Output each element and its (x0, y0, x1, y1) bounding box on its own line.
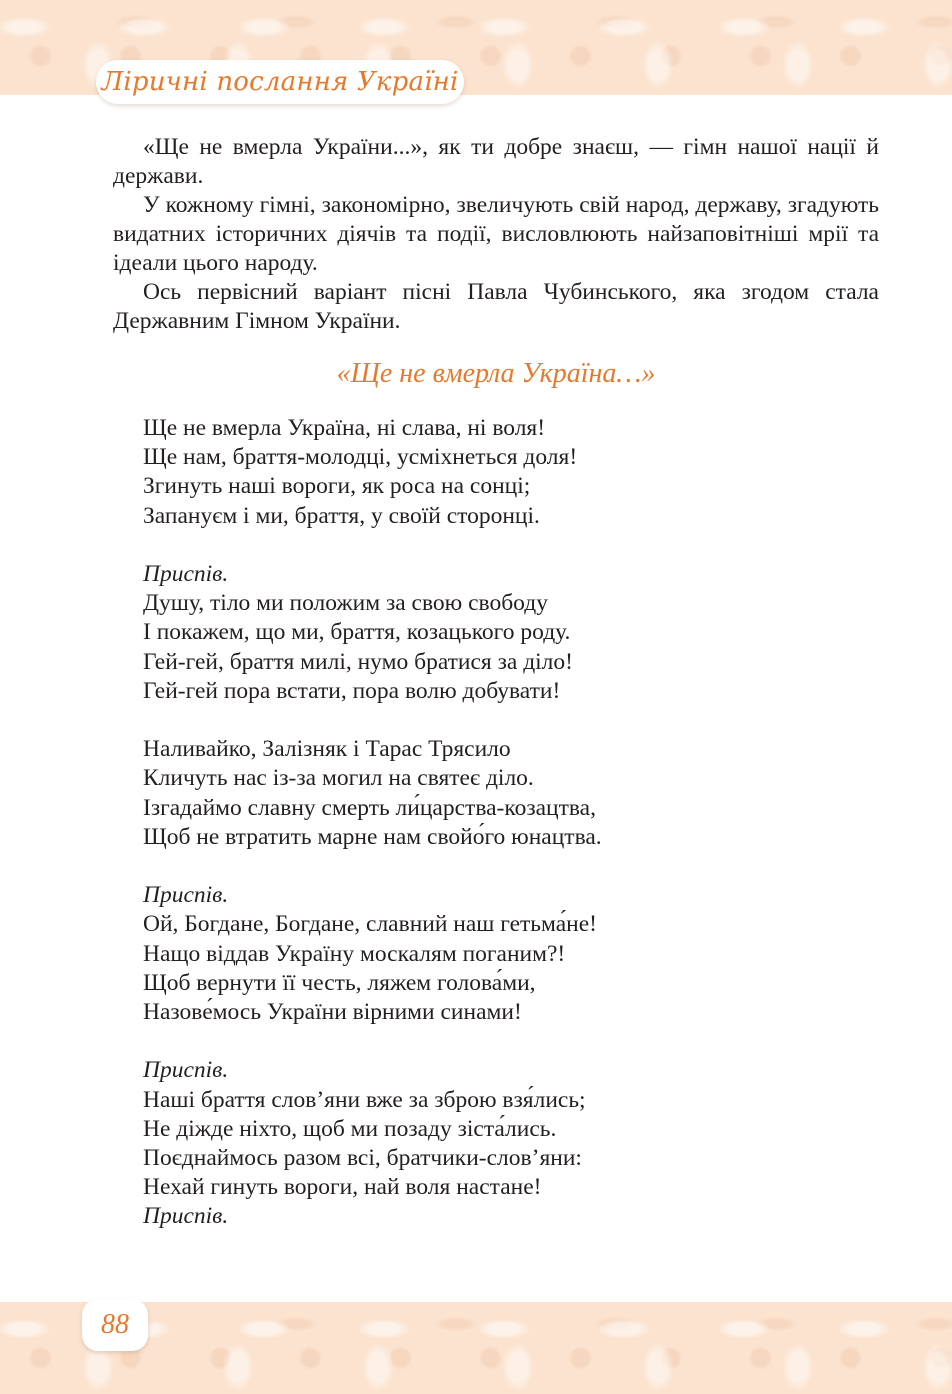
stanza-2 (143, 560, 883, 706)
closing-refrain-label: Приспів. (143, 1203, 229, 1230)
poem-line: Кличуть нас із-за могил на святеє діло. (143, 765, 534, 792)
intro-paragraph: Ось первісний варіант пісні Павла Чубинського, яка згодом стала Державним Гімном України. (113, 279, 879, 334)
refrain-label: Приспів. (143, 561, 229, 587)
refrain-label: Приспів. (143, 1057, 229, 1084)
poem-line: Ізгадаймо славну смерть ли́царства-козацтва, (143, 794, 596, 821)
poem-line: Ой, Богдане, Богдане, славний наш гетьма́не! (143, 911, 597, 938)
stanza-5 (143, 1056, 883, 1231)
stanza-1 (143, 414, 883, 531)
poem-line: Щоб вернути її честь, ляжем голова́ми, (143, 969, 536, 996)
stanza-4 (143, 881, 883, 1027)
poem-line: Гей-гей пора встати, пора волю добувати! (143, 677, 561, 704)
poem-line: Нащо віддав Україну москалям поганим?! (143, 940, 566, 967)
poem-line: Душу, тіло ми положим за свою свободу (143, 590, 548, 617)
poem-line: Ще нам, браття-молодці, усміхнеться доля! (143, 444, 578, 471)
poem-line: Щоб не втратить марне нам свойо́го юнацтва. (143, 823, 602, 850)
poem-body (143, 414, 883, 1232)
page-number: 88 (101, 1309, 129, 1340)
poem-line: Нехай гинуть вороги, най воля настане! (143, 1174, 542, 1201)
poem-line: Наші браття слов’яни вже за зброю взя́лись; (143, 1086, 586, 1113)
page-number-badge (82, 1299, 148, 1351)
poem-line: Ще не вмерла Україна, ні слава, ні воля! (143, 415, 546, 441)
refrain-label: Приспів. (143, 882, 229, 909)
poem-line: Запануєм і ми, браття, у своїй сторонці. (143, 502, 540, 529)
poem-line: Поєднаймось разом всі, братчики-слов’яни: (143, 1145, 582, 1172)
section-header-tab (96, 60, 464, 104)
poem-title: «Ще не вмерла Україна…» (336, 358, 656, 389)
intro-paragraph: У кожному гімні, закономірно, звеличують свій народ, державу, згадують видатних історичних діячів та події, висловлюють найзаповітніші мрії та ідеали цього народу. (113, 192, 879, 276)
poem-line: Не діжде ніхто, щоб ми позаду зіста́лись. (143, 1115, 557, 1142)
intro-text (113, 133, 879, 336)
poem-line: Назове́мось України вірними синами! (143, 999, 522, 1026)
stanza-3 (143, 735, 883, 852)
section-title: Ліричні послання Україні (101, 67, 459, 97)
poem-line: Згинуть наші вороги, як роса на сонці; (143, 473, 531, 500)
poem-line: Наливайко, Залізняк і Тарас Трясило (143, 736, 511, 763)
intro-paragraph: «Ще не вмерла України...», як ти добре знаєш, — гімн нашої нації й держави. (113, 134, 879, 189)
poem-line: Гей-гей, браття милі, нумо братися за діло! (143, 648, 573, 675)
poem-line: І покажем, що ми, браття, козацького роду. (143, 619, 571, 646)
